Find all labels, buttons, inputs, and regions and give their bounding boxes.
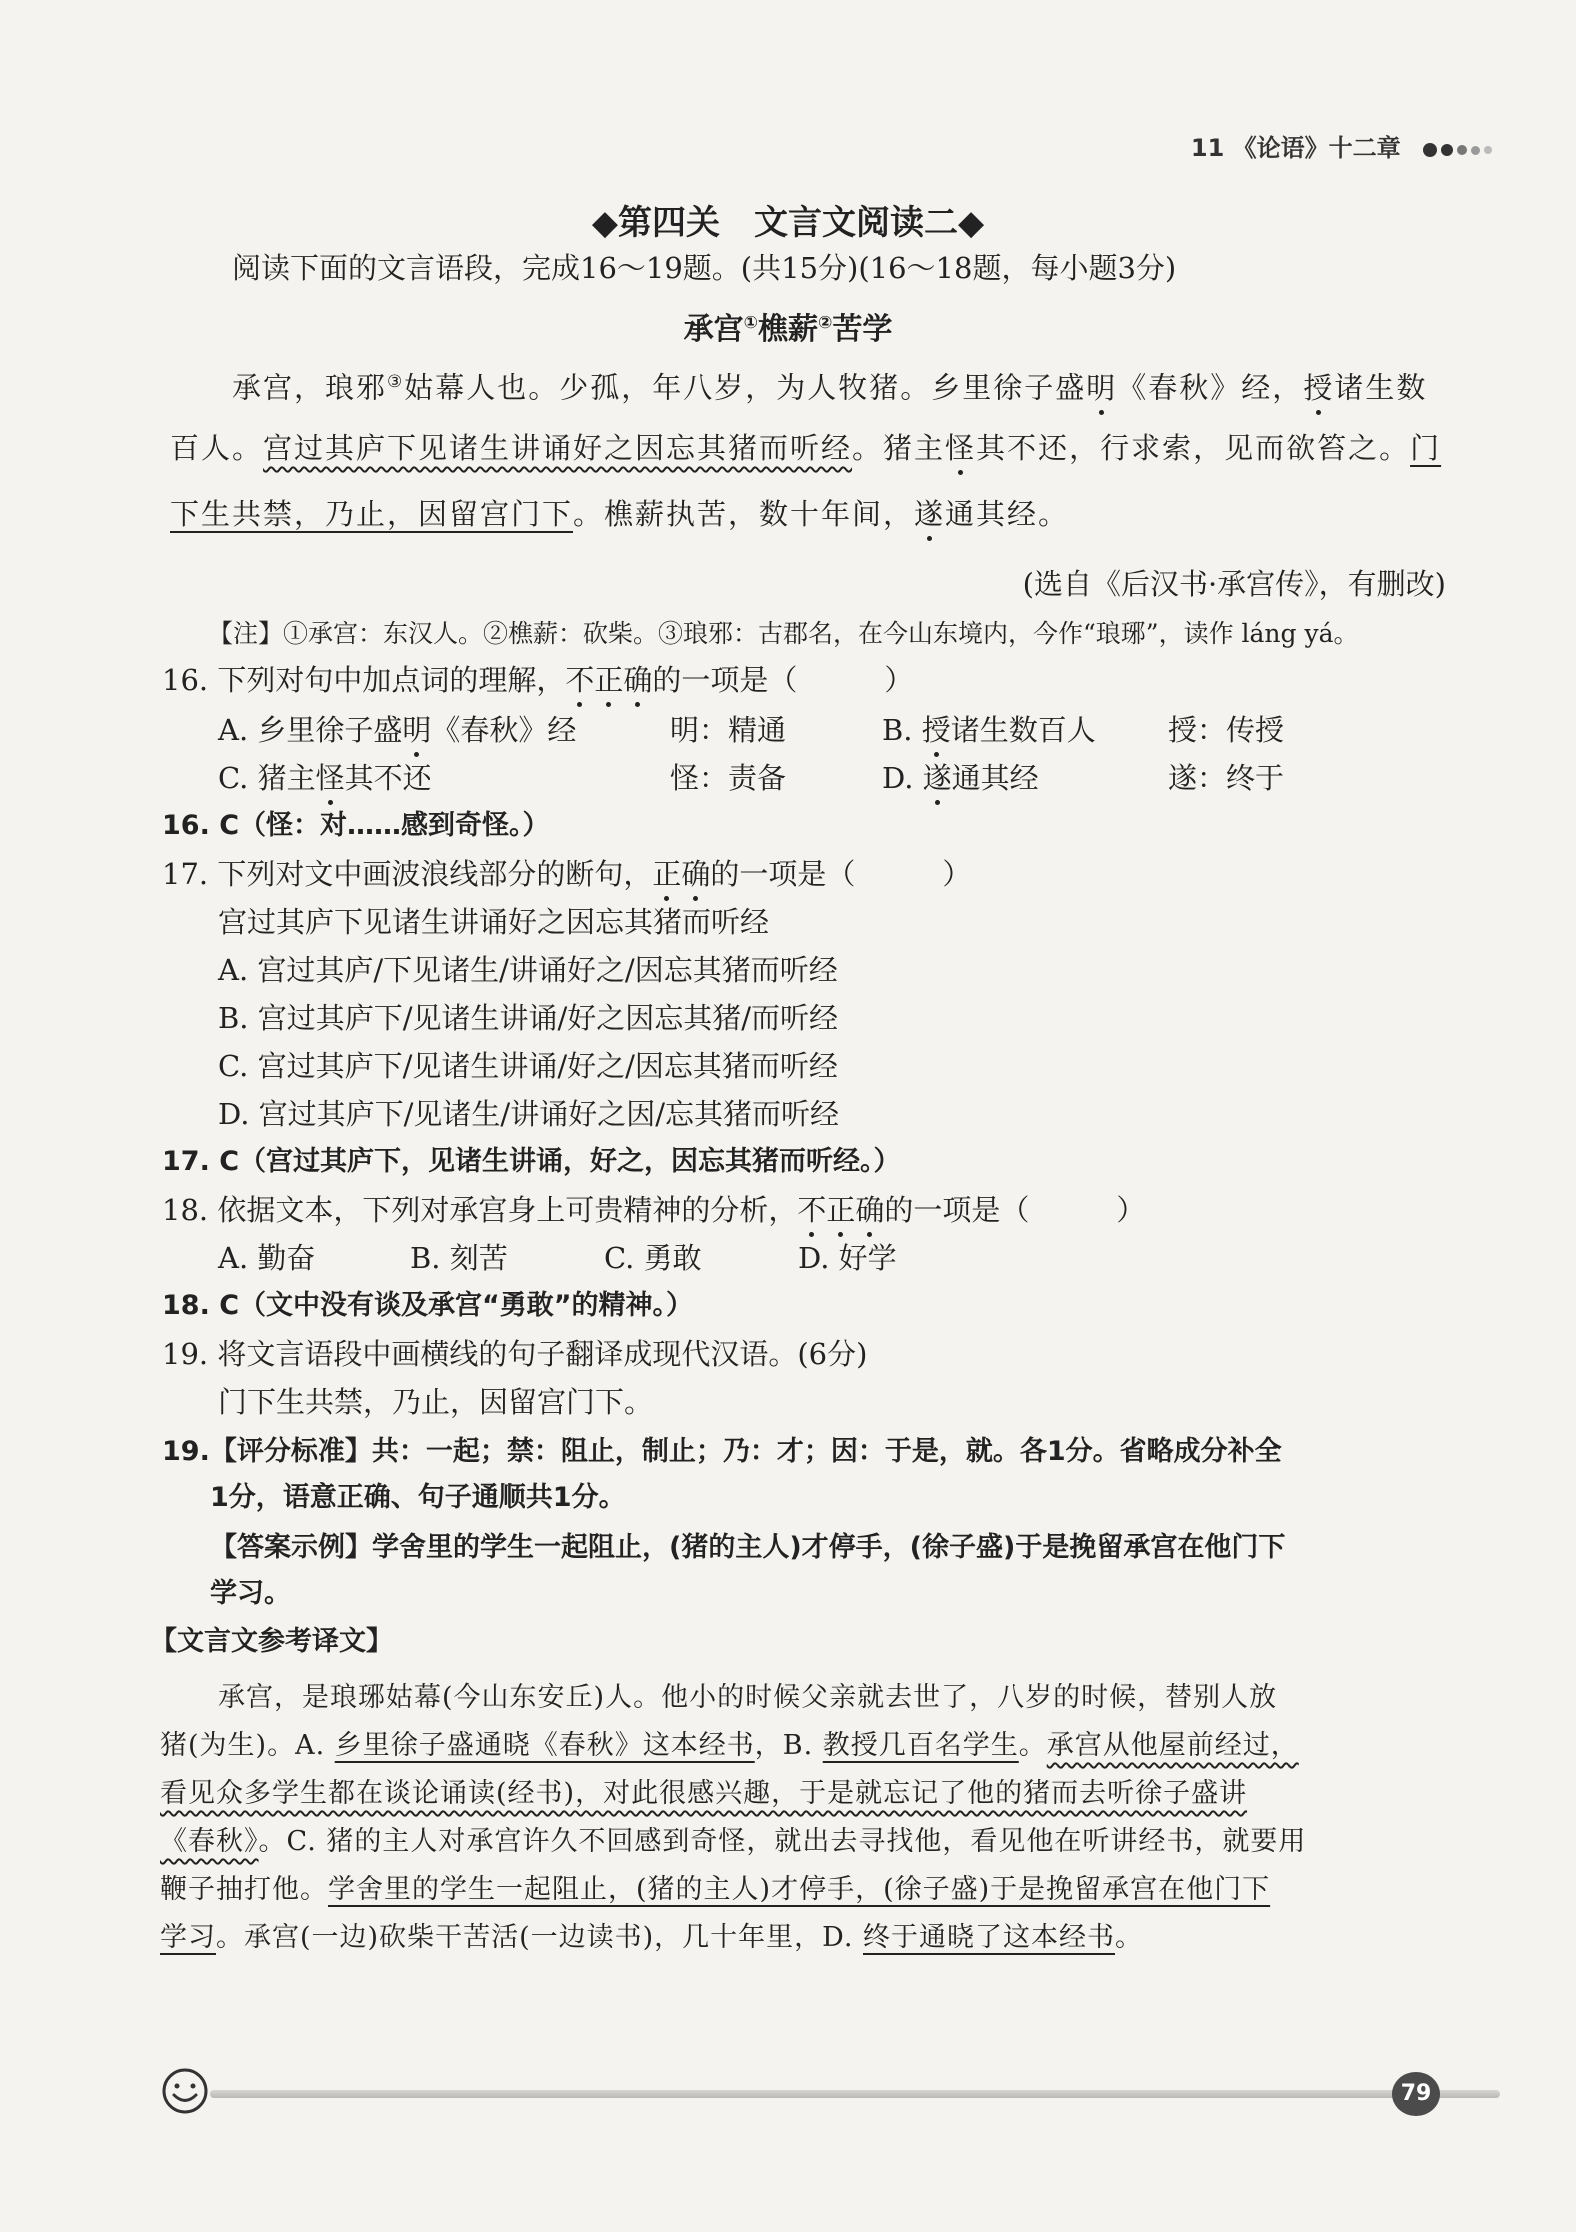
- q16-option-d: D. 遂通其经: [882, 761, 1039, 795]
- wavy-sentence: 宫过其庐下见诸生讲诵好之因忘其猪而听经: [263, 431, 853, 465]
- passage-note: 【注】①承宫：东汉人。②樵薪：砍柴。③琅邪：古郡名，在今山东境内，今作“琅琊”，读作 láng yá。: [208, 619, 1359, 648]
- q19-scoring-2: 1分，语意正确、句子通顺共1分。: [210, 1482, 626, 1513]
- chapter-title: 11 《论语》十二章: [1190, 134, 1401, 162]
- section-title: ◆第四关 文言文阅读二◆: [591, 203, 985, 243]
- q19-stem: 19. 将文言语段中画横线的句子翻译成现代汉语。(6分): [162, 1337, 868, 1371]
- translation-line-4: 《春秋》。C. 猪的主人对承宫许久不回感到奇怪，就出去寻找他，看见他在听讲经书，就要用: [160, 1826, 1307, 1857]
- q16-stem: 16. 下列对句中加点词的理解，不正确的一项是（ ）: [162, 663, 914, 697]
- q16-option-d-gloss: 遂：终于: [1168, 761, 1285, 795]
- q16-option-a-gloss: 明：精通: [670, 713, 787, 747]
- q17-option-c: C. 宫过其庐下/见诸生讲诵/好之/因忘其猪而听经: [218, 1049, 838, 1083]
- q17-option-a: A. 宫过其庐/下见诸生/讲诵好之/因忘其猪而听经: [218, 953, 838, 987]
- chapter-header: [1191, 128, 1496, 163]
- q18-answer: 18. C（文中没有谈及承宫“勇敢”的精神。）: [162, 1290, 694, 1321]
- q16-option-c: C. 猪主怪其不还: [218, 761, 432, 795]
- q18-option-c: C. 勇敢: [604, 1241, 702, 1275]
- q16-option-a: A. 乡里徐子盛明《春秋》经: [218, 713, 577, 747]
- passage-source: (选自《后汉书·承宫传》，有删改): [1022, 567, 1446, 601]
- q16-option-b-gloss: 授：传授: [1168, 713, 1285, 747]
- q17-sentence: 宫过其庐下见诸生讲诵好之因忘其猪而听经: [218, 905, 770, 939]
- footer-divider: [210, 2090, 1500, 2098]
- q19-example-1: 【答案示例】学舍里的学生一起阻止，(猪的主人)才停手，(徐子盛)于是挽留承宫在他门下: [210, 1532, 1286, 1563]
- q16-option-c-gloss: 怪：责备: [670, 761, 787, 795]
- q18-option-a: A. 勤奋: [218, 1241, 316, 1275]
- q17-option-d: D. 宫过其庐下/见诸生/讲诵好之因/忘其猪而听经: [218, 1097, 839, 1131]
- q19-example-2: 学习。: [210, 1578, 291, 1609]
- q18-option-b: B. 刻苦: [410, 1241, 508, 1275]
- passage-line-2: 百人。宫过其庐下见诸生讲诵好之因忘其猪而听经。猪主怪其不还，行求索，见而欲笞之。门: [170, 431, 1442, 465]
- translation-line-1: 承宫，是琅琊姑幕(今山东安丘)人。他小的时候父亲就去世了，八岁的时候，替别人放: [218, 1682, 1278, 1713]
- q17-stem: 17. 下列对文中画波浪线部分的断句，正确的一项是（ ）: [162, 857, 972, 891]
- passage-line-3: 下生共禁，乃止，因留宫门下。樵薪执苦，数十年间，遂通其经。: [170, 497, 1070, 531]
- instruction: 阅读下面的文言语段，完成16～19题。(共15分)(16～18题，每小题3分): [232, 251, 1177, 285]
- passage-line-1: 承宫，琅邪③姑幕人也。少孤，年八岁，为人牧猪。乡里徐子盛明《春秋》经，授诸生数: [232, 370, 1428, 405]
- q19-scoring-1: 19.【评分标准】共：一起；禁：阻止，制止；乃：才；因：于是，就。各1分。省略成分补全: [162, 1436, 1282, 1467]
- translation-line-3: 看见众多学生都在谈论诵读(经书)，对此很感兴趣，于是就忘记了他的猪而去听徐子盛讲: [160, 1778, 1248, 1809]
- translation-line-6: 学习。承宫(一边)砍柴干苦活(一边读书)，几十年里，D. 终于通晓了这本经书。: [160, 1922, 1143, 1953]
- translation-heading: 【文言文参考译文】: [150, 1626, 393, 1657]
- q17-answer: 17. C（宫过其庐下，见诸生讲诵，好之，因忘其猪而听经。）: [162, 1146, 901, 1177]
- q18-option-d: D. 好学: [798, 1241, 897, 1275]
- translation-line-5: 鞭子抽打他。学舍里的学生一起阻止，(猪的主人)才停手，(徐子盛)于是挽留承宫在他门下: [160, 1874, 1271, 1905]
- smiley-icon: [160, 2066, 210, 2116]
- q18-stem: 18. 依据文本，下列对承宫身上可贵精神的分析，不正确的一项是（ ）: [162, 1193, 1146, 1227]
- progress-dots-icon: [1423, 135, 1496, 163]
- q19-sentence: 门下生共禁，乃止，因留宫门下。: [218, 1385, 654, 1419]
- passage-title: 承宫①樵薪②苦学: [683, 312, 893, 347]
- underlined-sentence: 下生共禁，乃止，因留宫门下: [170, 497, 574, 531]
- translation-line-2: 猪(为生)。A. 乡里徐子盛通晓《春秋》这本经书，B. 教授几百名学生。承宫从他屋前经过，: [160, 1730, 1299, 1761]
- q16-answer: 16. C（怪：对……感到奇怪。）: [162, 810, 550, 841]
- q17-option-b: B. 宫过其庐下/见诸生讲诵/好之因忘其猪/而听经: [218, 1001, 839, 1035]
- q16-option-b: B. 授诸生数百人: [882, 713, 1096, 747]
- page-number: 79: [1392, 2072, 1440, 2116]
